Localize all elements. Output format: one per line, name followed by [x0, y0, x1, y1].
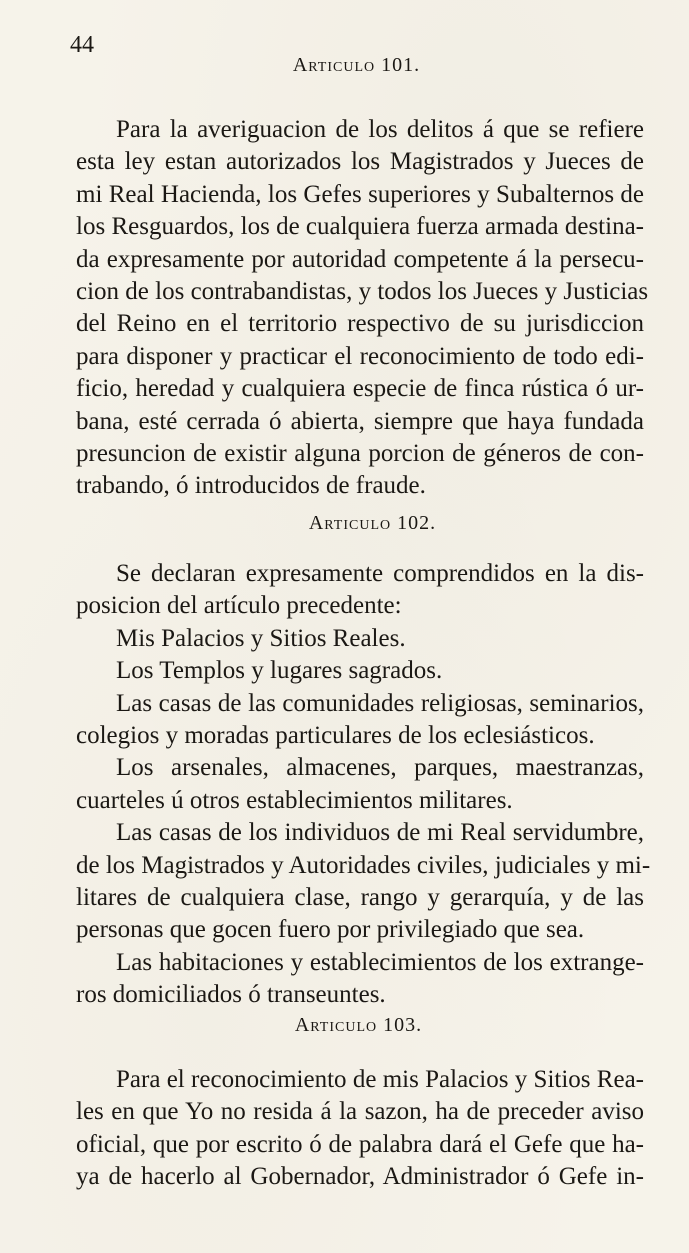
text-line: Para la averiguacion de los delitos á que se refiere [116, 116, 644, 143]
text-line: ya de hacerlo al Gobernador, Administrador ó Gefe in- [76, 1163, 644, 1191]
text-line: cion de los contrabandistas, y todos los Jueces y Justicias [76, 277, 649, 305]
text-line: mi Real Hacienda, los Gefes superiores y Subalternos de [76, 180, 644, 208]
text-line: da expresamente por autoridad competente á la persecu- [76, 245, 644, 273]
text-line: Las habitaciones y establecimientos de los extrange- [116, 948, 644, 976]
text-line: colegios y moradas particulares de los eclesiásticos. [76, 721, 595, 749]
page-number: 44 [70, 32, 94, 58]
text-line: Para el reconocimiento de mis Palacios y Sitios Rea- [116, 1066, 644, 1093]
text-line: les en que Yo no resida á la sazon, ha de preceder aviso [76, 1098, 644, 1126]
text-line: Los arsenales, almacenes, parques, maestranzas, [116, 754, 644, 782]
article-heading: Articulo 103. [294, 1014, 423, 1036]
text-line: del Reino en el territorio respectivo de su jurisdiccion [76, 310, 644, 338]
text-line: para disponer y practicar el reconocimiento de todo edi- [76, 342, 644, 370]
text-line: oficial, que por escrito ó de palabra dará el Gefe que ha- [76, 1130, 644, 1158]
text-line: Mis Palacios y Sitios Reales. [116, 624, 406, 652]
text-line: litares de cualquiera clase, rango y gerarquía, y de las [76, 883, 644, 911]
text-line: trabando, ó introducidos de fraude. [76, 472, 426, 500]
text-line: personas que gocen fuero por privilegiado que sea. [76, 916, 585, 944]
text-line: cuarteles ú otros establecimientos militares. [76, 786, 513, 814]
article-body [76, 558, 651, 1011]
article-heading: Articulo 101. [292, 54, 421, 76]
text-line: posicion del artículo precedente: [76, 592, 402, 620]
text-line: presuncion de existir alguna porcion de géneros de con- [76, 439, 644, 467]
text-line: Las casas de las comunidades religiosas, seminarios, [116, 689, 644, 717]
text-line: Se declaran expresamente comprendidos en la dis- [116, 560, 644, 587]
text-line: bana, esté cerrada ó abierta, siempre que haya fundada [76, 407, 644, 435]
text-line: ficio, heredad y cualquiera especie de finca rústica ó ur- [76, 375, 644, 403]
article-body [76, 1064, 644, 1194]
text-line: de los Magistrados y Autoridades civiles, judiciales y mi- [76, 851, 651, 879]
text-line: ros domiciliados ó transeuntes. [76, 981, 386, 1009]
article-body [76, 114, 649, 503]
text-line: Los Templos y lugares sagrados. [116, 657, 443, 685]
article-heading: Articulo 102. [308, 512, 437, 534]
text-line: Las casas de los individuos de mi Real servidumbre, [116, 819, 644, 847]
text-line: esta ley estan autorizados los Magistrados y Jueces de [76, 148, 644, 176]
text-line: los Resguardos, los de cualquiera fuerza armada destina- [76, 213, 644, 241]
